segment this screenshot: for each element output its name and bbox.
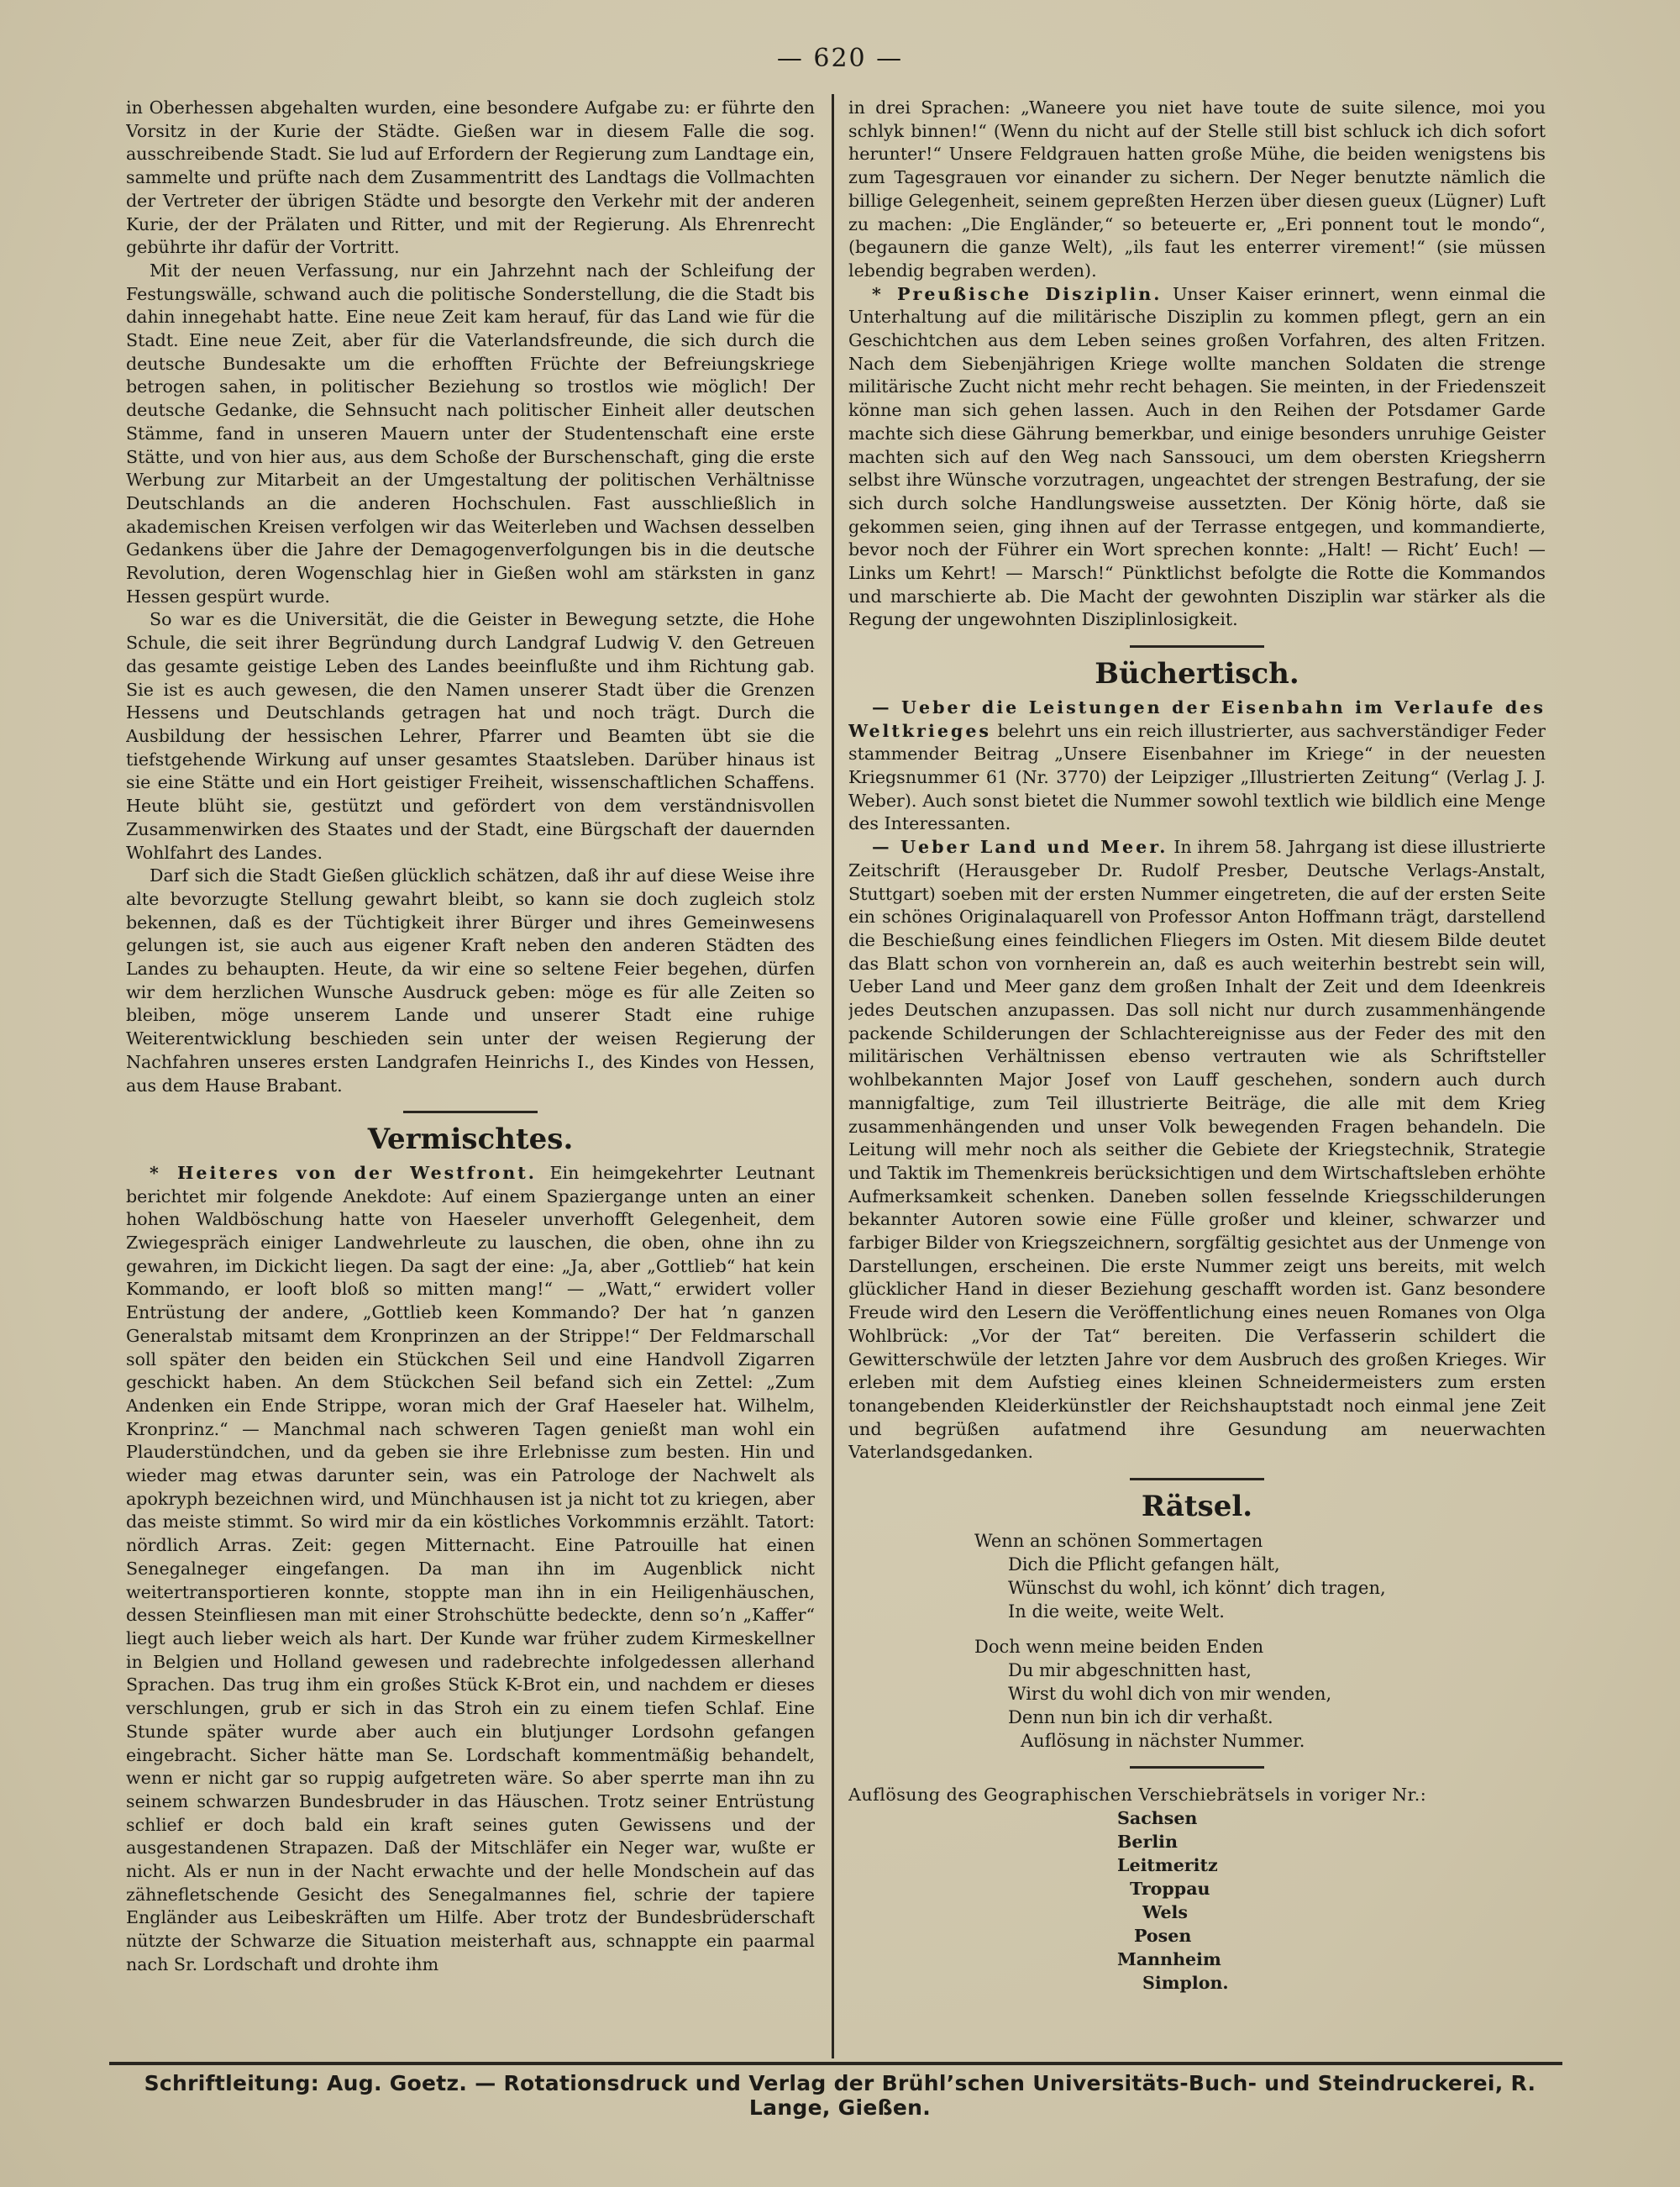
poem-line: Denn nun bin ich dir verhaßt.	[1008, 1706, 1273, 1727]
section-divider	[1130, 645, 1264, 648]
section-heading-raetsel: Rätsel.	[1141, 1490, 1253, 1524]
article-text: belehrt uns ein reich illustrierter, aus sachverständiger Feder stammender Beitrag „Unsere Eisenbahner im Kriege“ in der neuesten Kriegsnummer 61 (Nr. 3770) der Leipziger „Illustrierten Zeitung“ (Verlag J. J. Weber). Auch sonst bietet die Nummer sowohl textlich wie bildlich eine Menge des Interessanten.	[848, 720, 1546, 834]
article-eisenbahn	[848, 697, 1546, 836]
solution-item: Wels	[1142, 1902, 1188, 1923]
right-column	[848, 97, 1546, 2054]
solution-item: Sachsen	[1117, 1808, 1198, 1829]
paragraph: in Oberhessen abgehalten wurden, eine besondere Aufgabe zu: er führte den Vorsitz in der Kurie der Städte. Gießen war in diesem Falle die sog. ausschreibende Stadt. Sie lud auf Erfordern der Regierung zum Landtage ein, sammelte und prüfte nach dem Zusammentritt des Landtags die Vollmachten der Vertreter der übrigen Städte und besorgte den Verkehr mit der anderen Kurie, der der Prälaten und Ritter, und mit der Regierung. Als Ehrenrecht gebührte ihr dafür der Vortritt.	[126, 97, 815, 258]
paragraph: Mit der neuen Verfassung, nur ein Jahrzehnt nach der Schleifung der Festungswälle, schwand auch die politische Sonderstellung, die die Stadt bis dahin innegehabt hatte. Eine neue Zeit kam herauf, für das Land wie für die Stadt. Eine neue Zeit, aber für die Vaterlandsfreunde, die sich durch die deutsche Bundesakte um die erhofften Früchte der Befreiungskriege betrogen sahen, in politischer Beziehung so trostlos wie möglich! Der deutsche Gedanke, die Sehnsucht nach politischer Einheit aller deutschen Stämme, fand in unseren Mauern unter der Studentenschaft eine erste Stätte, und von hier aus, aus dem Schoße der Burschenschaft, ging die erste Werbung zur Mitarbeit an der Umgestaltung der politischen Verhältnisse Deutschlands an die anderen Hochschulen. Fast ausschließlich in akademischen Kreisen verfolgen wir das Weiterleben und Wachsen desselben Gedankens über die Jahre der Demagogenverfolgungen bis in die deutsche Revolution, deren Wogenschlag hier in Gießen wohl am stärksten in ganz Hessen gespürt wurde.	[126, 260, 815, 607]
article-title: — Ueber Land und Meer.	[872, 837, 1168, 858]
solution-item: Mannheim	[1117, 1949, 1221, 1970]
section-divider	[1130, 1766, 1264, 1769]
riddle-poem	[974, 1529, 1546, 1753]
page-number: — 620 —	[776, 44, 904, 73]
solution-item: Berlin	[1117, 1832, 1178, 1853]
poem-line: Wünschst du wohl, ich könnt’ dich tragen,	[1008, 1577, 1386, 1598]
poem-line: Doch wenn meine beiden Enden	[974, 1636, 1264, 1657]
section-divider	[403, 1111, 538, 1113]
article-vermischtes	[126, 1162, 815, 1977]
paragraph: So war es die Universität, die die Geister in Bewegung setzte, die Hohe Schule, die seit ihrer Begründung durch Landgraf Ludwig V. den Getreuen das gesamte geistige Leben des Landes beeinflußte und ihm Richtung gab. Sie ist es auch gewesen, die den Namen unserer Stadt über die Grenzen Hessens und Deutschlands getragen hat und noch trägt. Durch die Ausbildung der hessischen Lehrer, Pfarrer und Beamten übt sie die tiefstgehende Wirkung auf unser gesamtes Staatsleben. Darüber hinaus ist sie eine Stätte und ein Hort geistiger Freiheit, wissenschaftlichen Schaffens. Heute blüht sie, gestützt und gefördert von dem verständnisvollen Zusammenwirken des Staates und der Stadt, eine Bürgschaft der dauernden Wohlfahrt des Landes.	[126, 609, 815, 863]
article-text: Ein heimgekehrter Leutnant berichtet mir folgende Anekdote: Auf einem Spaziergange unten an einer hohen Waldböschung hatte von Haeseler unverhofft Gelegenheit, dem Zwiegespräch einiger Landwehrleute zu lauschen, die oben, ohne ihn zu gewahren, im Dickicht liegen. Da sagt der eine: „Ja, aber „Gottlieb“ hat kein Kommando, er looft bloß so mitten mang!“ — „Watt,“ erwidert voller Entrüstung der andere, „Gottlieb keen Kommando? Der hat ’n ganzen Generalstab mitsamt dem Kronprinzen an der Strippe!“ Der Feldmarschall soll später den beiden ein Stückchen Seil und eine Handvoll Zigarren geschickt haben. An dem Stückchen Seil befand sich ein Zettel: „Zum Andenken ein Ende Strippe, woran mich der Graf Haeseler hat. Wilhelm, Kronprinz.“ — Manchmal nach schweren Tagen genießt man wohl ein Plauderstündchen, und da geben sie ihre Erlebnisse zum besten. Hin und wieder mag etwas darunter sein, was ein Patrologe der Nachwelt als apokryph bezeichnen wird, und Münchhausen ist ja nicht tot zu kriegen, aber das meiste stimmt. So wird mir da ein köstliches Vorkommnis erzählt. Tatort: nördlich Arras. Zeit: gegen Mitternacht. Eine Patrouille hat einen Senegalneger eingefangen. Da man ihn im Augenblick nicht weitertransportieren konnte, stoppte man ihn in ein Heiligenhäuschen, dessen Steinfliesen man mit einer Strohschütte bedeckte, denn so’n „Kaffer“ liegt auch lieber weich als hart. Der Kunde war früher zudem Kirmeskellner in Belgien und Holland gewesen und radebrechte infolgedessen allerhand Sprachen. Das trug ihm ein großes Stück K-Brot ein, und nachdem er dieses verschlungen, grub er sich in das Stroh ein zu einem tiefen Schlaf. Eine Stunde später wurde aber auch ein blutjunger Lordsohn gefangen eingebracht. Sicher hätte man Se. Lordschaft kommentmäßig behandelt, wenn er nicht gar so ruppig aufgetreten wäre. So aber sperrte man ihn zu seinem schwarzen Bundesbruder in das Häuschen. Trotz seiner Entrüstung schlief er doch bald ein kraft seines guten Gewissens und der ausgestandenen Strapazen. Daß der Mitschläfer ein Neger war, wußte er nicht. Als er nun in der Nacht erwachte und der helle Mondschein auf das zähnefletschende Gesicht des Senegalmannes fiel, schrie der tapiere Engländer aus Leibeskräften um Hilfe. Aber trotz der Bundesbrüderschaft nützte der Schwarze die Situation meisterhaft aus, schnappte ein paarmal nach Sr. Lordschaft und drohte ihm	[126, 1162, 815, 1974]
left-column	[126, 97, 815, 2054]
article-title: * Heiteres von der Westfront.	[150, 1162, 537, 1183]
paragraph: in drei Sprachen: „Waneere you niet have toute de suite silence, moi you schlyk binnen!“ (Wenn du nicht auf der Stelle still bist schluck ich dich sofort herunter!“ Unsere Feldgrauen hatten große Mühe, die beiden wenigstens bis zum Tagesgrauen vor einander zu sichern. Der Neger benutzte nämlich die billige Gelegenheit, seinem gepreßten Herzen über diesen gueux (Lügner) Luft zu machen: „Die Engländer,“ so beteuerte er, „Eri ponnent tout le mondo“, (begaunern die ganze Welt), „ils faut les enterrer virement!“ (sie müssen lebendig begraben werden).	[848, 97, 1546, 281]
article-title: — Ueber die Leistungen der Eisenbahn im Verlaufe des Weltkrieges	[848, 697, 1546, 741]
poem-line: In die weite, weite Welt.	[1008, 1601, 1225, 1622]
poem-line: Wenn an schönen Sommertagen	[974, 1530, 1263, 1551]
article-text: Unser Kaiser erinnert, wenn einmal die Unterhaltung auf die militärische Disziplin zu kommen pflegt, gern an ein Geschichtchen aus dem Leben seines großen Vorfahren, des alten Fritzen. Nach dem Siebenjährigen Kriege wollte manchen Soldaten die strenge militärische Zucht nicht mehr recht behagen. Sie meinten, in der Friedenszeit könne man sich gehen lassen. Auch in den Reihen der Potsdamer Garde machte sich diese Gährung bemerkbar, und einige besonders unruhige Geister machten sich auf den Weg nach Sanssouci, um dem obersten Kriegsherrn selbst ihre Wünsche vorzutragen, ungeachtet der strengen Bestrafung, der sie sich durch solche Handlungsweise aussetzten. Der König hörte, daß sie gekommen seien, ging ihnen auf der Terrasse entgegen, und kommandierte, bevor noch der Führer ein Wort sprechen konnte: „Halt! — Richt’ Euch! — Links um Kehrt! — Marsch!“ Pünktlichst befolgte die Rotte die Kommandos und marschierte ab. Die Macht der gewohnten Disziplin war stärker als die Regung der ungewohnten Disziplinlosigkeit.	[848, 283, 1546, 630]
imprint-footer: Schriftleitung: Aug. Goetz. — Rotationsdruck und Verlag der Brühl’schen Universitäts-Buch- und Steindruckerei, R. Lange, Gießen.	[144, 2071, 1536, 2120]
article-title: * Preußische Disziplin.	[872, 283, 1163, 304]
article-land-und-meer	[848, 836, 1546, 1464]
solution-item: Simplon.	[1142, 1973, 1229, 1994]
section-heading-buechertisch: Büchertisch.	[1095, 657, 1299, 691]
poem-line: Du mir abgeschnitten hast,	[1008, 1659, 1252, 1680]
solution-item: Leitmeritz	[1117, 1855, 1218, 1876]
solution-list	[848, 1806, 1546, 1995]
paragraph: Darf sich die Stadt Gießen glücklich schätzen, daß ihr auf diese Weise ihre alte bevorzugte Stellung gewahrt bleibt, so kann sie doch zugleich stolz bekennen, daß es der Tüchtigkeit ihrer Bürger und ihres Gemeinwesens gelungen ist, sie auch aus eigener Kraft neben den anderen Städten des Landes zu behaupten. Heute, da wir eine so seltene Feier begehen, dürfen wir dem herzlichen Wunsche Ausdruck geben: möge es für alle Zeiten so bleiben, möge unserem Lande und unserer Stadt eine ruhige Weiterentwicklung beschieden sein unter der weisen Regierung der Nachfahren unseres ersten Landgrafen Heinrichs I., des Kindes von Hessen, aus dem Hause Brabant.	[126, 865, 815, 1096]
article-disziplin	[848, 283, 1546, 633]
poem-line: Dich die Pflicht gefangen hält,	[1008, 1554, 1280, 1575]
solution-title: Auflösung des Geographischen Verschiebrätsels in voriger Nr.:	[848, 1784, 1427, 1805]
column-rule	[832, 94, 834, 2058]
poem-line: Wirst du wohl dich von mir wenden,	[1008, 1683, 1332, 1704]
section-divider	[1130, 1478, 1264, 1480]
section-heading-vermischtes: Vermischtes.	[367, 1122, 574, 1157]
article-text: In ihrem 58. Jahrgang ist diese illustrierte Zeitschrift (Herausgeber Dr. Rudolf Presber, Deutsche Verlags-Anstalt, Stuttgart) soeben mit der ersten Nummer eingetreten, die auf der ersten Seite ein schönes Originalaquarell von Professor Anton Hoffmann trägt, darstellend die Beschießung eines feindlichen Fliegers im Osten. Mit diesem Bilde deutet das Blatt schon von vornherein an, daß es auch weiterhin bestrebt sein will, Ueber Land und Meer ganz dem großen Inhalt der Zeit und dem Ideenkreis jedes Deutschen anzupassen. Das soll nicht nur durch zusammenhängende packende Schilderungen der Schlachtereignisse aus der Feder des mit den militärischen Verhältnissen ebenso vertrauten wie als Schriftsteller wohlbekannten Major Josef von Lauff geschehen, sondern auch durch mannigfaltige, zum Teil illustrierte Beiträge, die alle mit dem Krieg zusammenhängenden und unser Volk bewegenden Fragen behandeln. Die Leitung will mehr noch als seither die Gebiete der Kriegstechnik, Strategie und Taktik im Themenkreis berücksichtigen und dem Wirtschaftsleben erhöhte Aufmerksamkeit schenken. Daneben sollen fesselnde Kriegsschilderungen bekannter Autoren sowie eine Fülle großer und kleiner, schwarzer und farbiger Bilder von Kriegszeichnern, sorgfältig gesichtet aus der Unmenge von Darstellungen, erscheinen. Die erste Nummer zeigt uns bereits, mit welch glücklicher Hand in dieser Beziehung geschafft worden ist. Ganz besondere Freude wird den Lesern die Veröffentlichung eines neuen Romanes von Olga Wohlbrück: „Vor der Tat“ bereiten. Die Verfasserin schildert die Gewitterschwüle der letzten Jahre vor dem Ausbruch des großen Krieges. Wir erleben mit dem Aufstieg eines kleinen Schneidermeisters zum ersten tonangebenden Kleiderkünstler der Reichshauptstadt noch einmal jene Zeit und begrüßen aufatmend ihre Gesundung am neuerwachten Vaterlandsgedanken.	[848, 837, 1546, 1463]
solution-item: Posen	[1134, 1926, 1192, 1947]
footer-rule	[109, 2062, 1562, 2065]
poem-line: Auflösung in nächster Nummer.	[1021, 1730, 1305, 1751]
solution-item: Troppau	[1130, 1879, 1210, 1900]
